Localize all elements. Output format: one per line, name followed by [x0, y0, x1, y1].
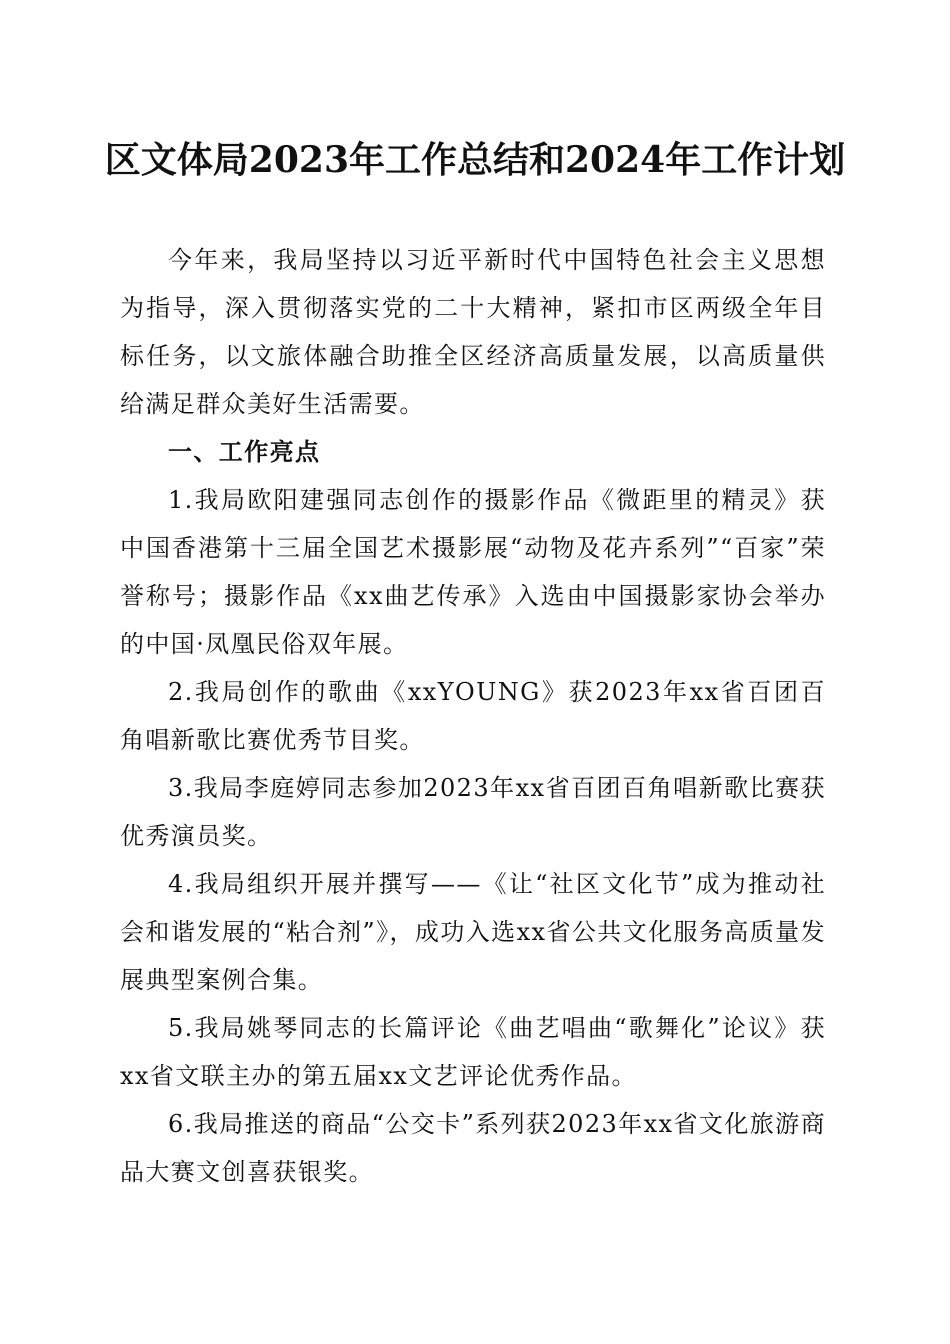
section-heading: 一、工作亮点 [168, 438, 321, 466]
document-title: 区文体局2023年工作总结和2024年工作计划 [104, 139, 846, 181]
list-item: 5.我局姚琴同志的长篇评论《曲艺唱曲“歌舞化”论议》获xx省文联主办的第五届xx文艺评论优秀作品。 [120, 1014, 826, 1090]
list-item: 6.我局推送的商品“公交卡”系列获2023年xx省文化旅游商品大赛文创喜获银奖。 [120, 1110, 826, 1186]
document-body [120, 236, 826, 1196]
list-item: 1.我局欧阳建强同志创作的摄影作品《微距里的精灵》获中国香港第十三届全国艺术摄影展“动物及花卉系列”“百家”荣誉称号；摄影作品《xx曲艺传承》入选由中国摄影家协会举办的中国·凤凰民俗双年展。 [120, 486, 826, 658]
intro-paragraph: 今年来，我局坚持以习近平新时代中国特色社会主义思想为指导，深入贯彻落实党的二十大精神，紧扣市区两级全年目标任务，以文旅体融合助推全区经济高质量发展，以高质量供给满足群众美好生活需要。 [120, 246, 826, 418]
list-item: 4.我局组织开展并撰写——《让“社区文化节”成为推动社会和谐发展的“粘合剂”》，成功入选xx省公共文化服务高质量发展典型案例合集。 [120, 870, 826, 994]
list-item: 3.我局李庭婷同志参加2023年xx省百团百角唱新歌比赛获优秀演员奖。 [120, 774, 826, 850]
list-item: 2.我局创作的歌曲《xxYOUNG》获2023年xx省百团百角唱新歌比赛优秀节目奖。 [120, 678, 826, 754]
